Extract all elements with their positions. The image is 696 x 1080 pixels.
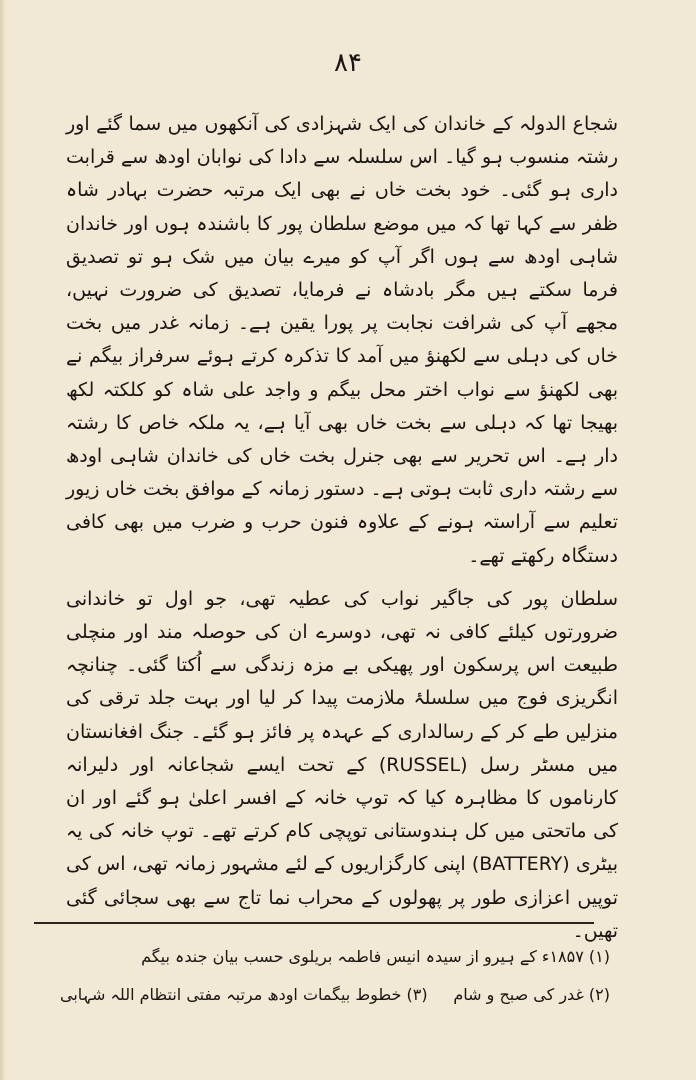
footnote-1 <box>141 938 610 976</box>
footnote-3-source: مرتبہ مفتی انتظام اللہ شہابی <box>60 985 263 1004</box>
page-edge-shadow <box>0 0 6 1080</box>
footnote-1-title: ۱۸۵۷ء کے ہیرو <box>483 947 584 966</box>
body-text <box>66 108 618 948</box>
footnotes <box>60 938 610 1014</box>
footnote-3 <box>60 976 428 1014</box>
footnote-row-2 <box>60 976 610 1014</box>
paragraph-1: شجاع الدولہ کے خاندان کی ایک شہزادی کی آنکھوں میں سما گئے اور رشتہ منسوب ہو گیا۔ اس سلسلہ سے دادا کی نوابان اودھ سے قرابت داری ہو گئی۔ خود بخت خاں نے بھی ایک مرتبہ حضرت بہادر شاہ ظفر سے کہا تھا کہ میں موضع سلطان پور کا باشندہ ہوں اور خاندان شاہی اودھ سے ہوں اگر آپ کو میرے بیان میں شک ہو تو تصدیق فرما سکتے ہیں مگر بادشاہ نے فرمایا، تصدیق کی ضرورت نہیں، مجھے آپ کی شرافت نجابت پر پورا یقین ہے۔ زمانہ غدر میں بخت خاں کی دہلی سے لکھنؤ میں آمد کا تذکرہ کرتے ہوئے سرفراز بیگم نے بھی لکھنؤ سے نواب اختر محل بیگم و واجد علی شاہ کو کلکتہ لکھ بھیجا تھا کہ دہلی سے بخت خاں بھی آیا ہے، یہ ملکہ خاص کا رشتہ دار ہے۔ اس تحریر سے بھی جنرل بخت خاں کی خاندان شاہی اودھ سے رشتہ داری ثابت ہوتی ہے۔ دستور زمانہ کے موافق بخت خاں زیور تعلیم سے آراستہ ہونے کے علاوہ فنون حرب و ضرب میں بھی کافی دستگاہ رکھتے تھے۔ <box>66 113 618 567</box>
footnote-1-marker: (۱) <box>588 947 610 966</box>
paragraph-2: سلطان پور کی جاگیر نواب کی عطیہ تھی، جو اول تو خاندانی ضرورتوں کیلئے کافی نہ تھی، دوسرے ان کی حوصلہ مند اور منچلی طبیعت اس پرسکون اور پھیکی بے مزہ زندگی سے اُکتا گئی۔ چنانچہ انگریزی فوج میں سلسلۂ ملازمت پیدا کر لیا اور بہت جلد ترقی کی منزلیں طے کر کے رسالداری کے عہدہ پر فائز ہو گئے۔ جنگ افغانستان میں مسٹر رسل (RUSSEL) کے تحت ایسے شجاعانہ اور دلیرانہ کارناموں کا مظاہرہ کیا کہ توپ خانہ کے افسر اعلیٰ ہو گئے اور ان کی ماتحتی میں کل ہندوستانی توپچی کام کرتے تھے۔ توپ خانہ کی یہ بیٹری (BATTERY) اپنی کارگزاریوں کے لئے مشہور زمانہ تھی، اس کی توپیں اعزازی طور پر پھولوں کے محراب نما تاج سے بھی سجائی گئی تھیں۔ <box>66 587 618 942</box>
footnote-3-title: خطوط بیگمات اودھ <box>267 985 402 1004</box>
footnote-3-marker: (۳) <box>406 985 428 1004</box>
footnote-1-source: از سیدہ انیس فاطمہ بریلوی حسب بیان جندہ بیگم <box>141 947 479 966</box>
footnote-2-marker: (۲) <box>588 985 610 1004</box>
footnote-divider <box>34 922 594 924</box>
footnote-row-1 <box>60 938 610 976</box>
footnote-2-title: غدر کی صبح و شام <box>453 985 584 1004</box>
footnote-2 <box>453 976 610 1014</box>
page-number: ۸۴ <box>334 48 362 78</box>
